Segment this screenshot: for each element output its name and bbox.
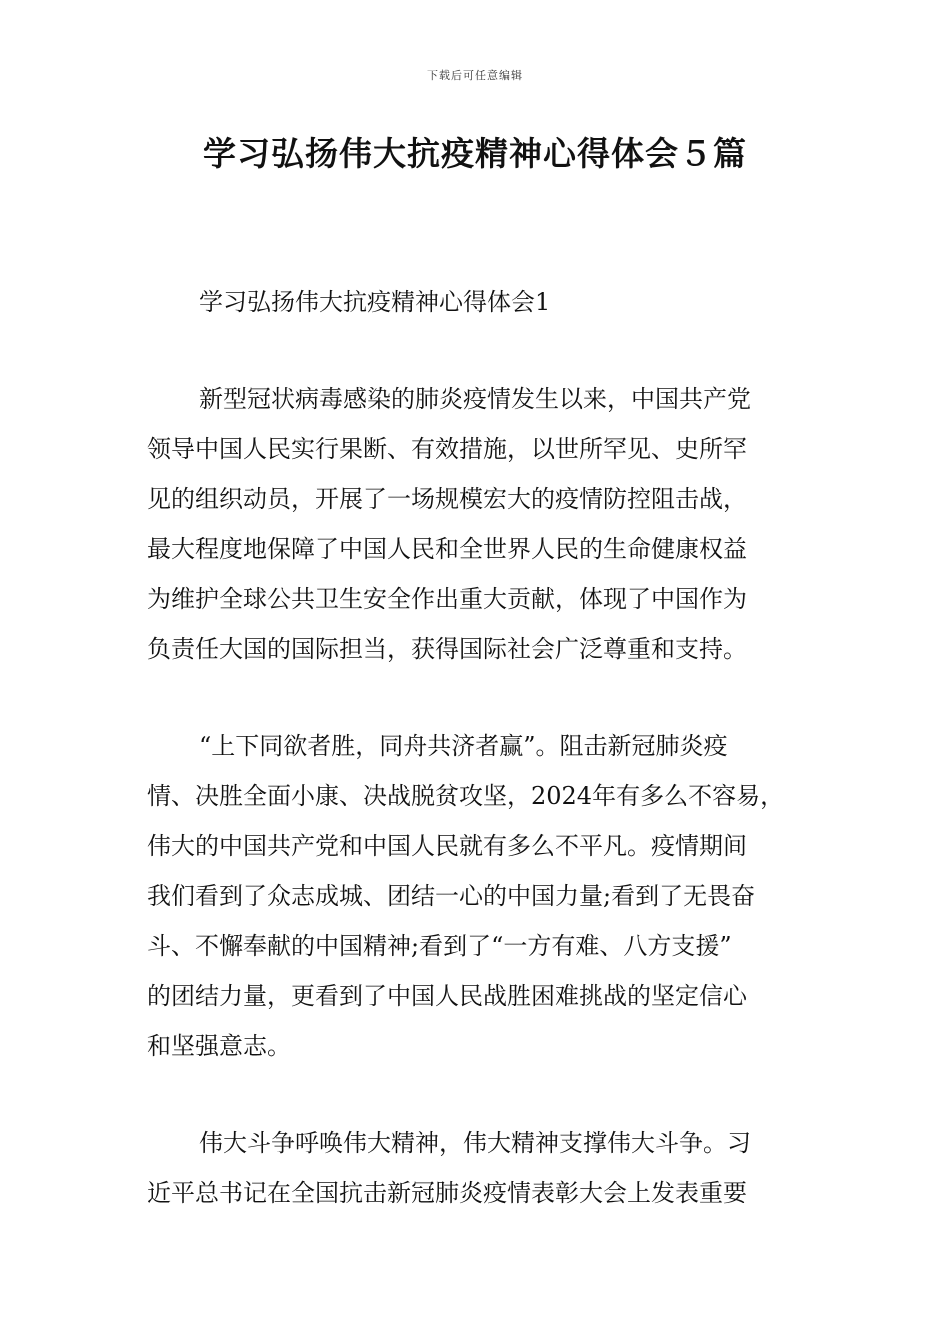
paragraph-line: 伟大斗争呼唤伟大精神，伟大精神支撑伟大斗争。习 xyxy=(199,1129,751,1157)
paragraph-line: 领导中国人民实行果断、有效措施，以世所罕见、史所罕 xyxy=(147,435,747,463)
paragraph-line: 新型冠状病毒感染的肺炎疫情发生以来，中国共产党 xyxy=(199,385,751,413)
paragraph-line: 为维护全球公共卫生安全作出重大贡献，体现了中国作为 xyxy=(147,585,747,613)
paragraph-line: 近平总书记在全国抗击新冠肺炎疫情表彰大会上发表重要 xyxy=(147,1179,747,1207)
paragraph-line: 和坚强意志。 xyxy=(147,1032,291,1060)
paragraph-line: 见的组织动员，开展了一场规模宏大的疫情防控阻击战， xyxy=(147,485,747,513)
section-title: 学习弘扬伟大抗疫精神心得体会1 xyxy=(199,288,551,316)
paragraph-line: 情、决胜全面小康、决战脱贫攻坚，2024年有多么不容易， xyxy=(147,782,785,810)
paragraph-line: 伟大的中国共产党和中国人民就有多么不平凡。疫情期间 xyxy=(147,832,747,860)
paragraph-line: 最大程度地保障了中国人民和全世界人民的生命健康权益 xyxy=(147,535,747,563)
paragraph-3 xyxy=(147,1118,817,1218)
paragraph-line: 的团结力量，更看到了中国人民战胜困难挑战的坚定信心 xyxy=(147,982,747,1010)
paragraph-line: 我们看到了众志成城、团结一心的中国力量;看到了无畏奋 xyxy=(147,882,756,910)
paragraph-2 xyxy=(147,721,817,1071)
paragraph-line: “上下同欲者胜，同舟共济者赢”。阻击新冠肺炎疫 xyxy=(199,732,728,760)
document-title: 学习弘扬伟大抗疫精神心得体会５篇 xyxy=(203,134,747,173)
paragraph-1 xyxy=(147,374,817,674)
paragraph-line: 斗、不懈奉献的中国精神;看到了“一方有难、八方支援” xyxy=(147,932,732,960)
paragraph-line: 负责任大国的国际担当，获得国际社会广泛尊重和支持。 xyxy=(147,635,747,663)
header-note: 下载后可任意编辑 xyxy=(427,69,523,82)
